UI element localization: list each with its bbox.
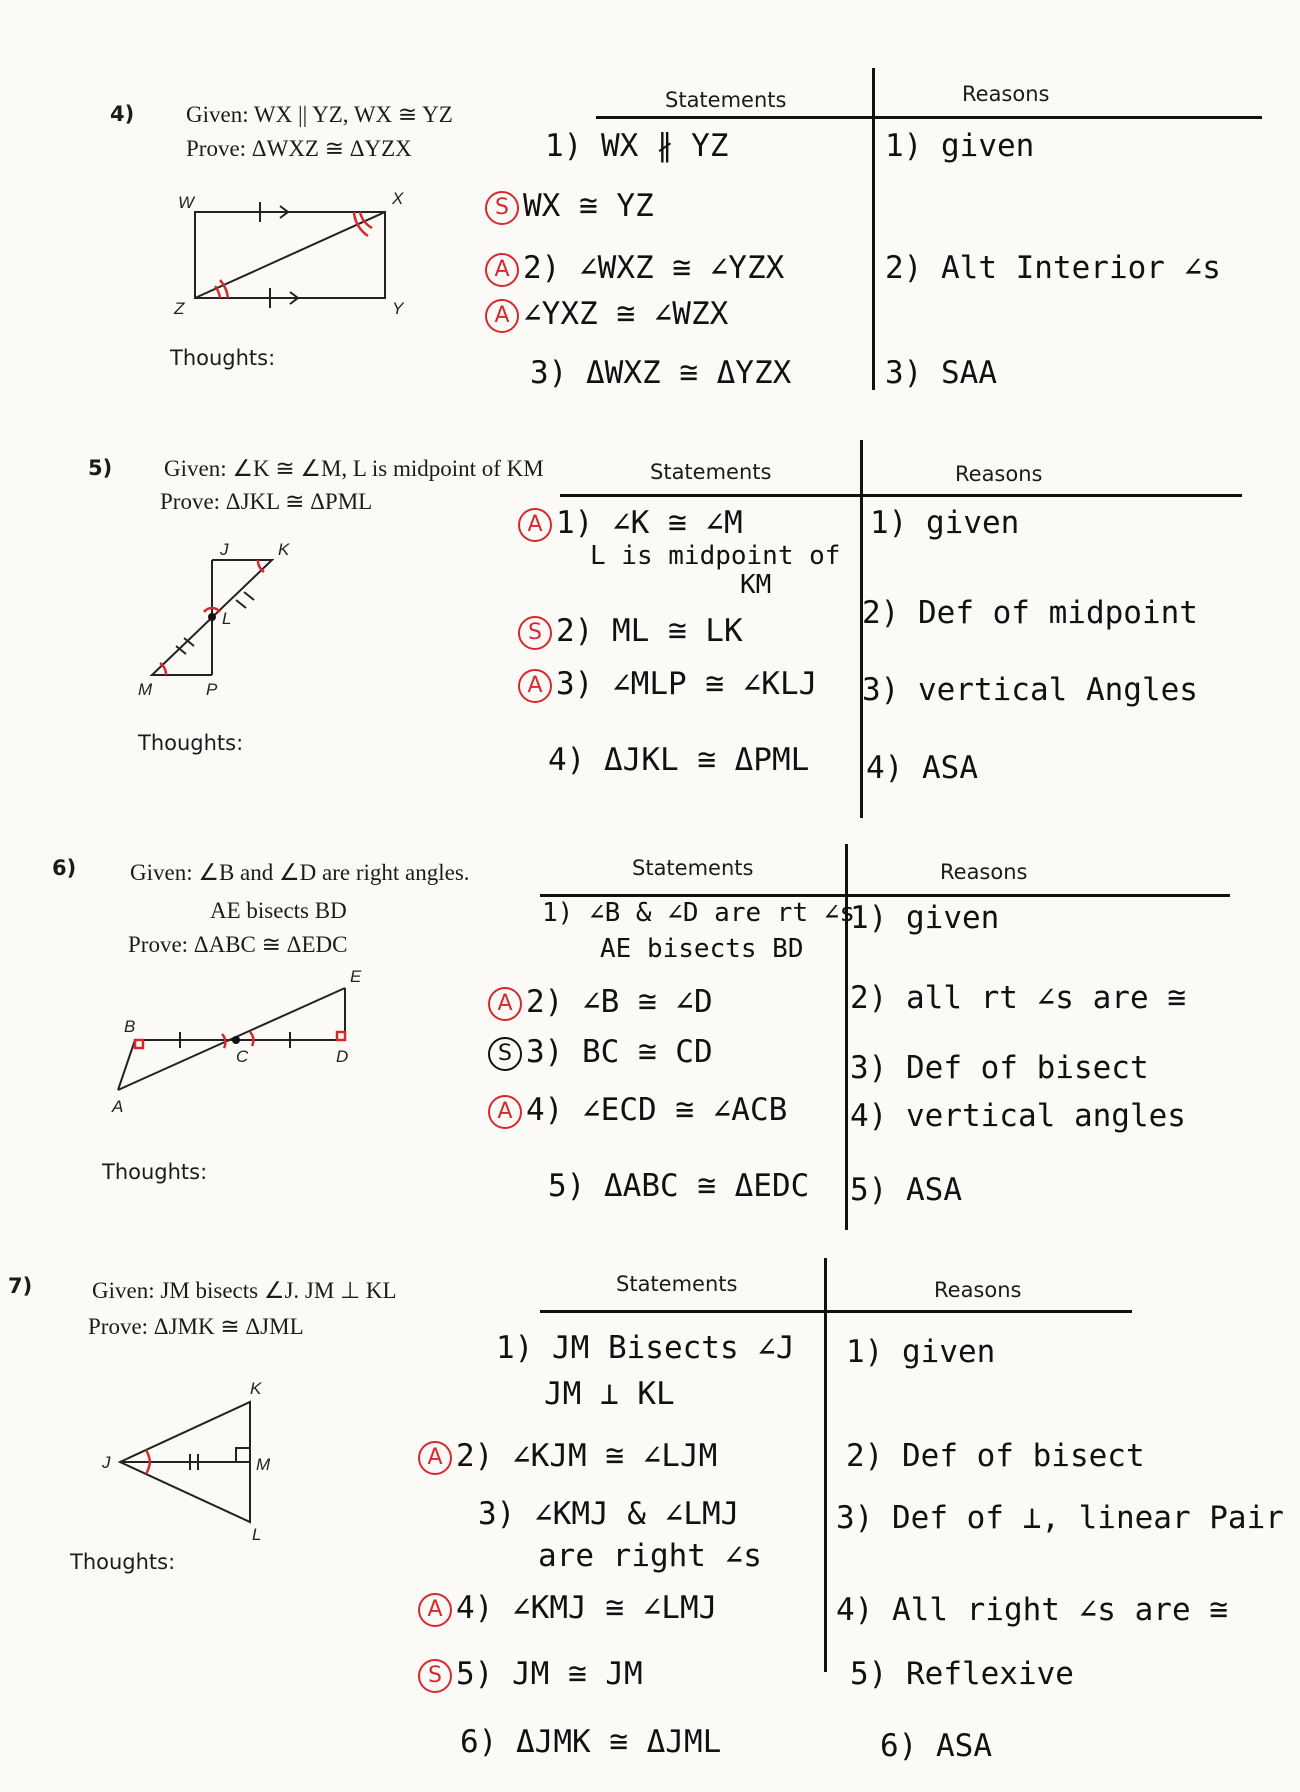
p5-reason-3: 3) vertical Angles [862,672,1198,708]
p7-mark-a2: A [418,1593,452,1627]
problem-4-prove: Prove: ΔWXZ ≅ ΔYZX [186,136,412,161]
p6-reason-1: 1) given [850,900,1000,936]
problem-6-given: Given: ∠B and ∠D are right angles. [130,860,470,885]
problem-4-thoughts: Thoughts: [170,346,276,370]
label-a: A [112,1097,124,1116]
problem-4-number: 4) [110,102,135,126]
problem-5-thoughts: Thoughts: [138,731,244,755]
problem-5-horizontal-rule [560,494,1242,497]
p6-statement-3: S 3) BC ≅ CD [488,1034,713,1071]
label-y: Y [392,299,404,318]
label-k: K [278,540,290,559]
problem-4-reasons-header: Reasons [962,82,1050,106]
p6-reason-3: 3) Def of bisect [850,1050,1149,1086]
label-j7: J [102,1453,111,1472]
label-l: L [222,609,232,628]
p7-statement-4: A 4) ∠KMJ ≅ ∠LMJ [418,1590,717,1627]
p6-reason-2: 2) all rt ∠s are ≅ [850,980,1186,1016]
label-d: D [336,1047,349,1066]
p6-reason-4: 4) vertical angles [850,1098,1186,1134]
p5-reason-2: 2) Def of midpoint [862,595,1198,631]
problem-6-figure [100,967,380,1120]
p7-reason-3: 3) Def of ⊥, linear Pair [836,1500,1284,1536]
p4-statement-1: 1) WX ∦ YZ [545,128,729,164]
label-c: C [236,1047,249,1066]
p6-mark-s: S [488,1037,522,1071]
p6-statement-2: A 2) ∠B ≅ ∠D [488,984,713,1021]
problem-5-prove: Prove: ΔJKL ≅ ΔPML [160,489,373,514]
p5-statement-2: S 2) ML ≅ LK [518,613,743,650]
p4-statement-2: S WX ≅ YZ [485,188,654,225]
problem-7-statements-header: Statements [616,1272,738,1296]
problem-5-figure [140,540,310,710]
problem-4-statements-header: Statements [665,88,787,112]
p4-statement-5: 3) ΔWXZ ≅ ΔYZX [530,355,792,391]
p7-statement-6: 6) ΔJMK ≅ ΔJML [460,1724,722,1760]
p6-statement-5: 5) ΔABC ≅ ΔEDC [548,1168,810,1204]
p5-reason-1: 1) given [870,505,1020,541]
label-x: X [392,189,404,208]
problem-5-number: 5) [88,456,113,480]
problem-6-reasons-header: Reasons [940,860,1028,884]
p6-statement-1b: AE bisects BD [600,934,804,964]
p7-statement-2: A 2) ∠KJM ≅ ∠LJM [418,1438,717,1475]
p4-mark-s: S [485,191,519,225]
p7-reason-1: 1) given [846,1334,996,1370]
problem-6-prove: Prove: ΔABC ≅ ΔEDC [128,932,348,957]
p4-reason-2: 2) Alt Interior ∠s [885,250,1221,286]
p5-mark-s: S [518,616,552,650]
p7-reason-6: 6) ASA [880,1728,992,1764]
p7-mark-s: S [418,1659,452,1693]
label-m: M [138,680,153,699]
p4-reason-1: 1) given [885,128,1035,164]
problem-4-horizontal-rule [596,116,1262,119]
p7-statement-1b: JM ⊥ KL [544,1376,675,1412]
label-z: Z [174,299,185,318]
problem-6-horizontal-rule [540,894,1230,897]
problem-6-statements-header: Statements [632,856,754,880]
p7-statement-1: 1) JM Bisects ∠J [496,1330,795,1366]
problem-7-prove: Prove: ΔJMK ≅ ΔJML [88,1314,304,1339]
p5-statement-1b: L is midpoint of [590,541,841,571]
problem-7-given: Given: JM bisects ∠J. JM ⊥ KL [92,1278,397,1303]
problem-7-vertical-rule [824,1258,827,1672]
label-m7: M [256,1455,271,1474]
problem-4-figure [160,190,420,320]
p5-statement-1c: KM [740,570,772,600]
problem-7-thoughts: Thoughts: [70,1550,176,1574]
label-w: W [178,193,195,212]
p4-statement-3: A 2) ∠WXZ ≅ ∠YZX [485,250,784,287]
p4-mark-a2: A [485,299,519,333]
label-e: E [350,967,362,986]
problem-6-given-2: AE bisects BD [210,898,347,923]
p7-reason-4: 4) All right ∠s are ≅ [836,1592,1228,1628]
label-k7: K [250,1379,262,1398]
p7-statement-5: S 5) JM ≅ JM [418,1656,643,1693]
label-b: B [124,1017,136,1036]
p7-statement-3: 3) ∠KMJ & ∠LMJ [478,1496,740,1532]
p4-statement-4: A ∠YXZ ≅ ∠WZX [485,296,728,333]
p7-mark-a1: A [418,1441,452,1475]
p4-reason-3: 3) SAA [885,355,997,391]
problem-5-reasons-header: Reasons [955,462,1043,486]
p7-reason-5: 5) Reflexive [850,1656,1074,1692]
p6-reason-5: 5) ASA [850,1172,962,1208]
p6-statement-4: A 4) ∠ECD ≅ ∠ACB [488,1092,787,1129]
problem-6-number: 6) [52,856,77,880]
p5-mark-a1: A [518,508,552,542]
label-p: P [206,680,218,699]
p6-mark-a1: A [488,987,522,1021]
p7-reason-2: 2) Def of bisect [846,1438,1145,1474]
problem-7-figure [80,1370,300,1544]
label-l7: L [252,1525,262,1544]
problem-7-reasons-header: Reasons [934,1278,1022,1302]
p5-statement-4: 4) ΔJKL ≅ ΔPML [548,742,810,778]
problem-7-number: 7) [8,1274,33,1298]
problem-5-statements-header: Statements [650,460,772,484]
problem-4-given: Given: WX || YZ, WX ≅ YZ [186,102,453,127]
p5-statement-1: A 1) ∠K ≅ ∠M [518,505,743,542]
p6-statement-1: 1) ∠B & ∠D are rt ∠s [542,898,856,928]
p5-statement-3: A 3) ∠MLP ≅ ∠KLJ [518,666,817,703]
p5-reason-4: 4) ASA [866,750,978,786]
p5-mark-a2: A [518,669,552,703]
p7-statement-3b: are right ∠s [538,1538,762,1574]
p6-mark-a2: A [488,1095,522,1129]
problem-5-given: Given: ∠K ≅ ∠M, L is midpoint of KM [164,456,544,481]
problem-7-horizontal-rule [540,1310,1132,1313]
problem-6-thoughts: Thoughts: [102,1160,208,1184]
problem-4-vertical-rule [872,68,875,390]
p4-mark-a1: A [485,253,519,287]
label-j: J [220,540,229,559]
